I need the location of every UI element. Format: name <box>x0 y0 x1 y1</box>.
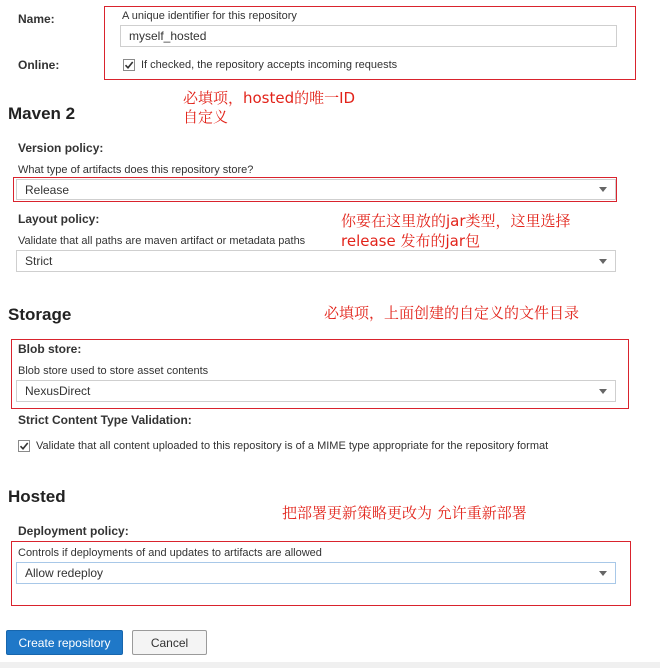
strict-content-checkbox-label: Validate that all content uploaded to this repository is of a MIME type appropriate for the repository format <box>36 440 549 452</box>
blob-store-select[interactable] <box>16 380 616 402</box>
name-annotation-line2: 自定义 <box>183 108 229 126</box>
version-annotation-line2: release 发布的jar包 <box>341 232 480 250</box>
strict-content-checkbox[interactable] <box>18 440 30 452</box>
maven2-section-title: Maven 2 <box>8 104 76 123</box>
layout-policy-select[interactable] <box>16 250 616 272</box>
version-policy-value: Release <box>25 182 70 197</box>
deployment-policy-value: Allow redeploy <box>25 566 104 580</box>
create-repository-label: Create repository <box>18 635 111 650</box>
name-input[interactable] <box>120 25 617 47</box>
strict-content-label: Strict Content Type Validation: <box>18 413 192 427</box>
chevron-down-icon <box>599 259 607 264</box>
layout-policy-label: Layout policy: <box>18 212 100 226</box>
hosted-section-title: Hosted <box>8 487 66 506</box>
chevron-down-icon <box>599 571 607 576</box>
blob-store-label: Blob store: <box>18 342 82 356</box>
online-checkbox-label: If checked, the repository accepts incoming requests <box>141 59 398 71</box>
layout-policy-value: Strict <box>25 254 53 268</box>
deployment-policy-select[interactable] <box>16 562 616 584</box>
deployment-policy-help: Controls if deployments of and updates to artifacts are allowed <box>18 547 322 559</box>
chevron-down-icon <box>599 389 607 394</box>
checkmark-icon <box>19 441 29 451</box>
name-label: Name: <box>18 12 55 26</box>
checkmark-icon <box>124 60 134 70</box>
online-label: Online: <box>18 58 60 72</box>
chevron-down-icon <box>599 187 607 192</box>
name-help-text: A unique identifier for this repository <box>122 10 297 22</box>
bottom-bar <box>0 662 660 668</box>
name-annotation-line1: 必填项，hosted的唯一ID <box>183 89 356 107</box>
version-policy-help: What type of artifacts does this repository store? <box>18 164 254 176</box>
name-input-value: myself_hosted <box>129 29 207 43</box>
version-annotation-line1: 你要在这里放的jar类型，这里选择 <box>341 212 571 230</box>
deployment-policy-label: Deployment policy: <box>18 524 129 538</box>
online-checkbox[interactable] <box>123 59 135 71</box>
version-policy-label: Version policy: <box>18 141 104 155</box>
blob-store-value: NexusDirect <box>25 384 91 398</box>
cancel-button[interactable] <box>132 630 207 655</box>
storage-annotation: 必填项，上面创建的自定义的文件目录 <box>324 304 580 322</box>
cancel-label: Cancel <box>150 635 189 650</box>
blob-store-help: Blob store used to store asset contents <box>18 365 209 377</box>
hosted-annotation: 把部署更新策略更改为 允许重新部署 <box>282 504 527 522</box>
version-policy-select[interactable] <box>16 179 616 200</box>
storage-section-title: Storage <box>8 305 72 324</box>
create-repository-button[interactable] <box>6 630 123 655</box>
layout-policy-help: Validate that all paths are maven artifact or metadata paths <box>18 235 306 247</box>
